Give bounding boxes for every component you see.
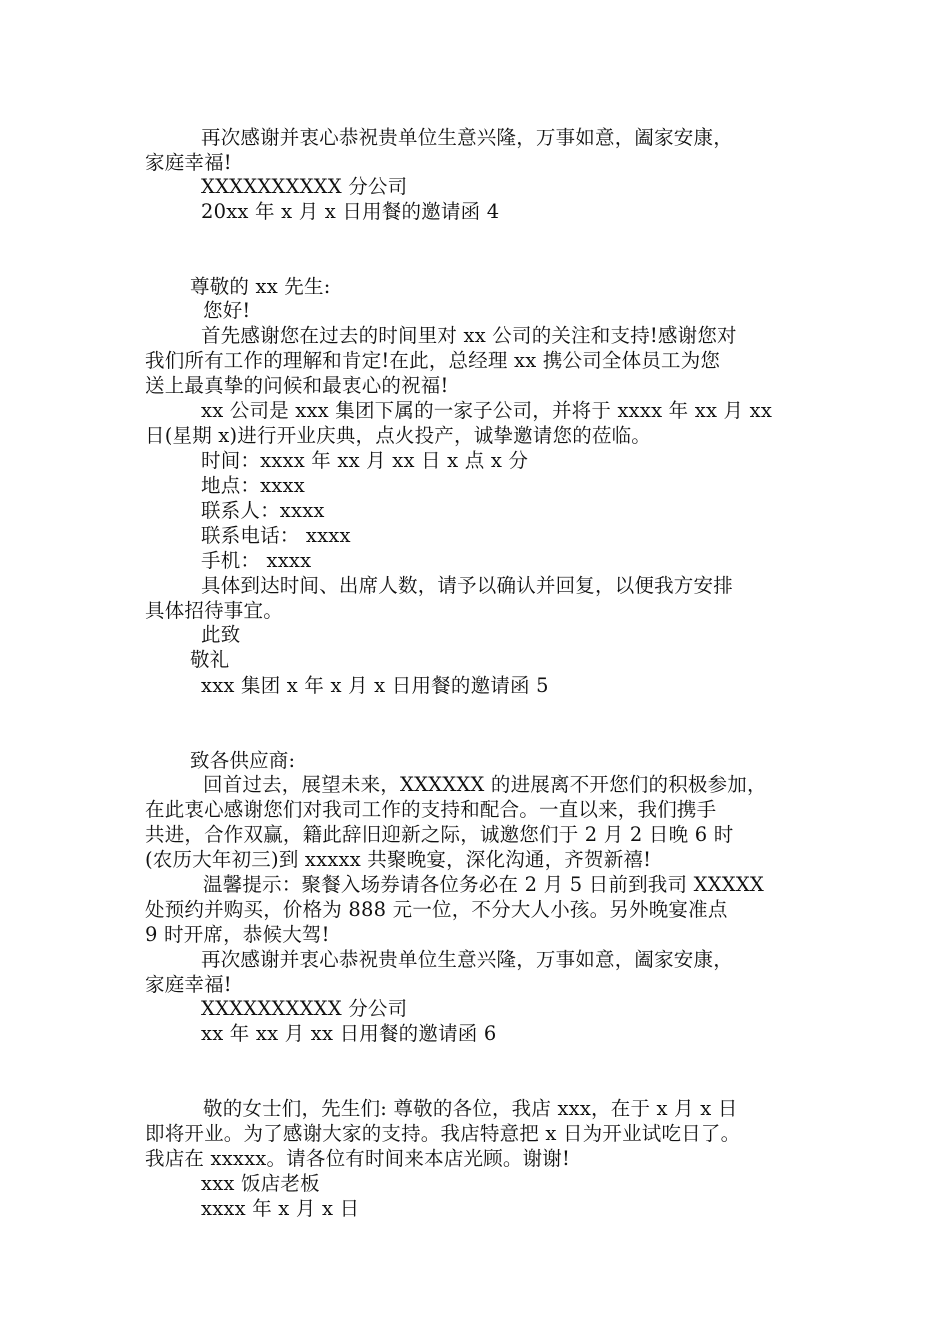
paragraph-line: 回首过去，展望未来，XXXXXX 的进展离不开您们的积极参加，	[203, 773, 767, 796]
paragraph-line: 即将开业。为了感谢大家的支持。我店特意把 x 日为开业试吃日了。	[145, 1122, 741, 1145]
contact-phone: 联系电话： xxxx	[201, 524, 351, 547]
paragraph-line: (农历大年初三)到 xxxxx 共聚晚宴，深化沟通，齐贺新禧!	[145, 848, 652, 871]
signature-company: XXXXXXXXXX 分公司	[201, 997, 408, 1020]
closing-text-line: 家庭幸福!	[145, 973, 232, 996]
tip-line: 温馨提示：聚餐入场券请各位务必在 2 月 5 日前到我司 XXXXX	[203, 873, 765, 896]
paragraph-line: 我店在 xxxxx。请各位有时间来本店光顾。谢谢!	[145, 1147, 571, 1170]
tip-line: 9 时开席，恭候大驾!	[145, 923, 330, 946]
closing-cizhi: 此致	[201, 623, 241, 646]
paragraph-line: 送上最真挚的问候和最衷心的祝福!	[145, 374, 449, 397]
date-and-title: xx 年 xx 月 xx 日用餐的邀请函 6	[201, 1022, 497, 1045]
greeting: 您好!	[203, 299, 251, 322]
tip-line: 处预约并购买，价格为 888 元一位，不分大人小孩。另外晚宴准点	[145, 898, 728, 921]
closing-jingli: 敬礼	[190, 648, 230, 671]
signature-shop-owner: xxx 饭店老板	[201, 1172, 320, 1195]
signature-and-title: xxx 集团 x 年 x 月 x 日用餐的邀请函 5	[201, 674, 549, 697]
closing-text-line: 家庭幸福!	[145, 151, 232, 174]
signature-company: XXXXXXXXXX 分公司	[201, 175, 408, 198]
date: xxxx 年 x 月 x 日	[201, 1197, 360, 1220]
paragraph-line: 具体到达时间、出席人数，请予以确认并回复，以便我方安排	[201, 574, 733, 597]
event-place: 地点：xxxx	[201, 474, 305, 497]
date-and-title: 20xx 年 x 月 x 日用餐的邀请函 4	[201, 200, 500, 223]
contact-mobile: 手机： xxxx	[201, 549, 312, 572]
paragraph-line: 我们所有工作的理解和肯定!在此，总经理 xx 携公司全体员工为您	[145, 349, 721, 372]
paragraph-line: xx 公司是 xxx 集团下属的一家子公司，并将于 xxxx 年 xx 月 xx	[201, 399, 773, 422]
paragraph-line: 具体招待事宜。	[145, 599, 283, 622]
contact-person: 联系人：xxxx	[201, 499, 325, 522]
paragraph-line: 共进，合作双赢，籍此辞旧迎新之际，诚邀您们于 2 月 2 日晚 6 时	[145, 823, 734, 846]
closing-text-line: 再次感谢并衷心恭祝贵单位生意兴隆，万事如意，阖家安康，	[201, 948, 733, 971]
paragraph-line: 敬的女士们，先生们: 尊敬的各位，我店 xxx，在于 x 月 x 日	[203, 1097, 738, 1120]
salutation: 致各供应商:	[190, 749, 296, 772]
paragraph-line: 在此衷心感谢您们对我司工作的支持和配合。一直以来，我们携手	[145, 798, 717, 821]
closing-text-line: 再次感谢并衷心恭祝贵单位生意兴隆，万事如意，阖家安康，	[201, 126, 733, 149]
paragraph-line: 日(星期 x)进行开业庆典，点火投产，诚挚邀请您的莅临。	[145, 424, 652, 447]
salutation: 尊敬的 xx 先生:	[190, 275, 331, 298]
event-time: 时间：xxxx 年 xx 月 xx 日 x 点 x 分	[201, 449, 529, 472]
paragraph-line: 首先感谢您在过去的时间里对 xx 公司的关注和支持!感谢您对	[201, 324, 737, 347]
